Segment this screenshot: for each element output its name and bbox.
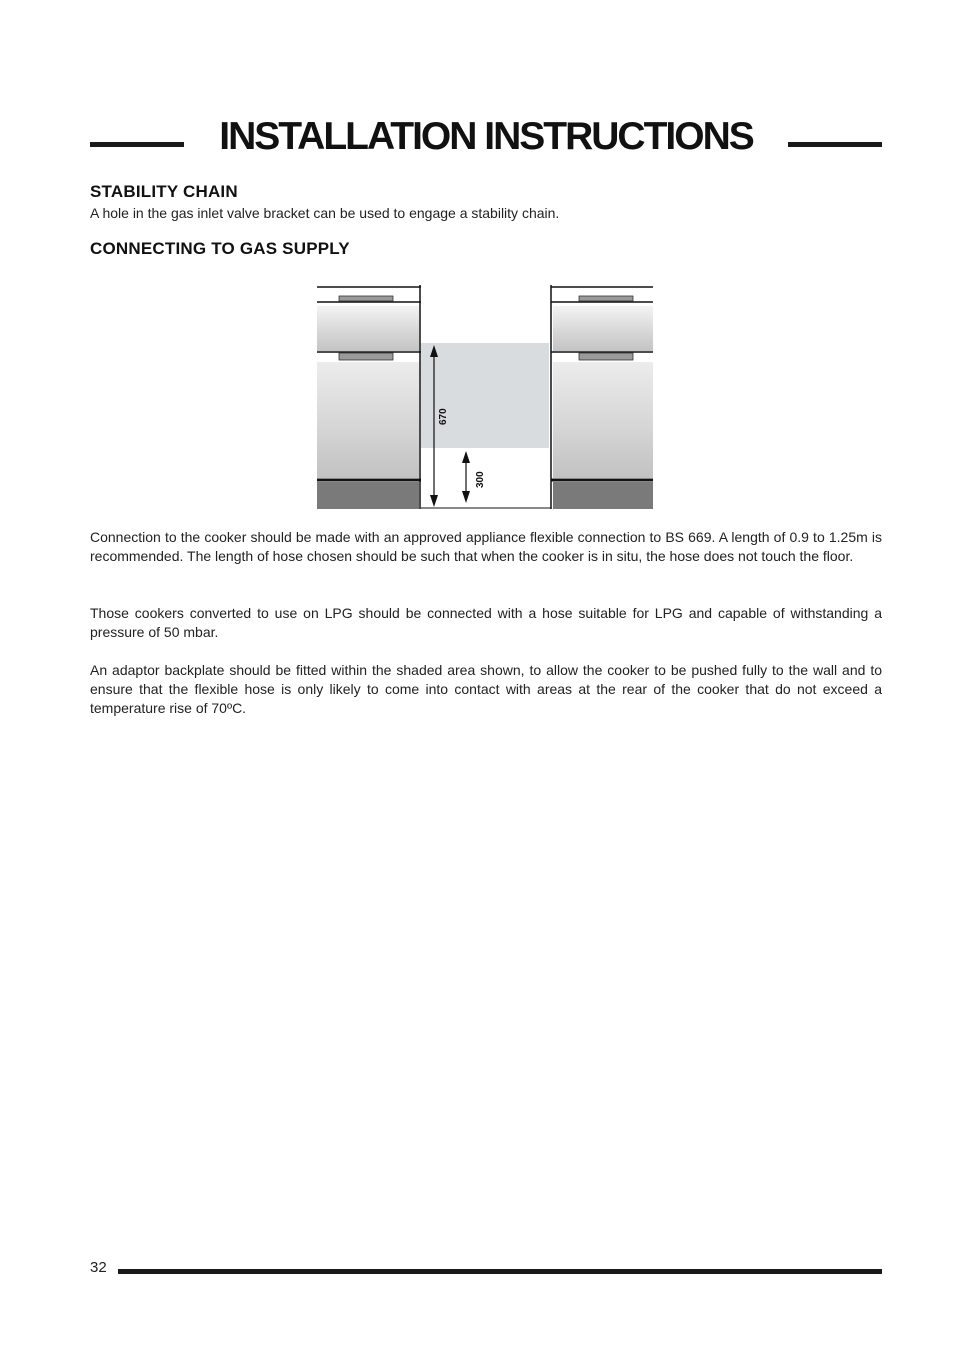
page-title: INSTALLATION INSTRUCTIONS	[219, 115, 753, 158]
gas-connection-diagram	[317, 285, 653, 509]
left-cabinet	[317, 285, 421, 509]
stability-chain-heading: STABILITY CHAIN	[90, 182, 238, 201]
page-number: 32	[90, 1259, 107, 1276]
dimension-300-label: 300	[475, 471, 486, 488]
footer-rule	[118, 1269, 882, 1274]
title-row	[90, 112, 882, 162]
shaded-backplate-area	[421, 343, 549, 448]
stability-chain-text: A hole in the gas inlet valve bracket can be used to engage a stability chain.	[90, 205, 560, 221]
title-rule-left	[90, 142, 184, 147]
paragraph-adaptor-backplate: An adaptor backplate should be fitted within the shaded area shown, to allow the cooker to be pushed fully to the wall and to ensure that the flexible hose is only likely to come into contact with areas at the rear of the cooker that do not exceed a temperature rise of 70ºC.	[90, 662, 882, 716]
dimension-670-label: 670	[438, 408, 449, 425]
gas-supply-heading: CONNECTING TO GAS SUPPLY	[90, 239, 350, 258]
dimension-300-arrow	[462, 451, 470, 503]
right-cabinet	[551, 285, 653, 509]
paragraph-lpg: Those cookers converted to use on LPG should be connected with a hose suitable for LPG and capable of withstanding a pressure of 50 mbar.	[90, 605, 882, 640]
title-rule-right	[788, 142, 882, 147]
paragraph-connection: Connection to the cooker should be made with an approved appliance flexible connection to BS 669. A length of 0.9 to 1.25m is recommended. The length of hose chosen should be such that when the cooker is in situ, the hose does not touch the floor.	[90, 529, 882, 564]
